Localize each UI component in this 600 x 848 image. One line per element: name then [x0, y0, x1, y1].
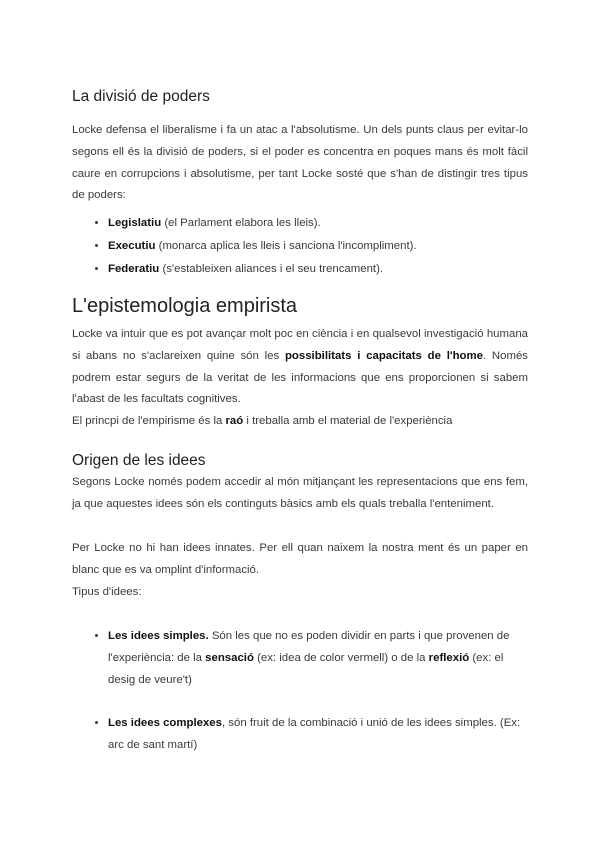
bold-sensation: sensació [205, 651, 254, 664]
bold-human-capacities: possibilitats i capacitats de l'home [284, 349, 483, 362]
list-item [108, 212, 532, 235]
heading-origin-of-ideas: Origen de les idees [72, 452, 206, 469]
list-item [108, 713, 532, 757]
label-types-of-ideas: Tipus d'idees: [72, 586, 142, 598]
paragraph-liberalism: Locke defensa el liberalisme i fa un atac a l'absolutisme. Un dels punts claus per evitar-lo segons ell és la divisió de poders, si el poder es concentra en poques mans és molt fàcil caure en corrupcions i absolutisme, per tant Locke sosté que s'han de distingir tres tipus de poders: [72, 124, 528, 202]
powers-list [72, 212, 532, 281]
term-federative: Federatiu [108, 263, 160, 275]
list-item [108, 258, 532, 281]
text-span: (ex: idea de color vermell) o de la [253, 651, 429, 664]
bold-reason: raó [225, 415, 244, 427]
complex-ideas-list [72, 713, 532, 757]
term-legislative: Legislatiu [108, 217, 162, 229]
text-span: i treballa amb el material de l'experiència [243, 415, 453, 427]
bold-reflection: reflexió [428, 651, 470, 664]
heading-empiricist-epistemology: L'epistemologia empirista [72, 295, 298, 317]
text-span: Són les que no es poden dividir en parts i que provenen de l'experiència: de la [108, 630, 510, 664]
paragraph-locke-intuition [72, 324, 528, 411]
desc-executive: (monarca aplica les lleis i sanciona l'incompliment). [155, 240, 417, 252]
paragraph-principle-empiricism [72, 411, 528, 433]
desc-federative: (s'estableixen aliances i el seu trencament). [159, 263, 384, 275]
text-span: Locke va intuir que es pot avançar molt poc en ciència i en qualsevol investigació humana si abans no s'aclareixen quine són les [72, 328, 528, 362]
term-simple-ideas: Les idees simples. [108, 630, 209, 642]
text-span: El princpi de l'empirisme és la [72, 415, 226, 427]
list-item [108, 235, 532, 258]
term-executive: Executiu [108, 240, 156, 252]
text-span: (ex: el desig de veure't) [108, 651, 504, 686]
text-span: , són fruit de la combinació i unió de les idees simples. (Ex: arc de sant martí) [108, 717, 521, 751]
text-span: . Només podrem estar segurs de la veritat de les informacions que ens proporcionen si sabem l'abast de les facultats cognitives. [72, 349, 528, 406]
paragraph-representations: Segons Locke només podem accedir al món mitjançant les representacions que ens fem, ja que aquestes idees són els continguts bàsics amb els quals treballa l'enteniment. [72, 476, 528, 510]
desc-legislative: (el Parlament elabora les lleis). [161, 217, 321, 229]
paragraph-no-innate-ideas: Per Locke no hi han idees innates. Per ell quan naixem la nostra ment és un paper en blanc que es va omplint d'informació. [72, 542, 528, 576]
simple-ideas-list [72, 626, 532, 691]
term-complex-ideas: Les idees complexes [108, 717, 222, 729]
heading-division-of-powers: La divisió de poders [72, 88, 210, 105]
list-item [108, 626, 532, 691]
